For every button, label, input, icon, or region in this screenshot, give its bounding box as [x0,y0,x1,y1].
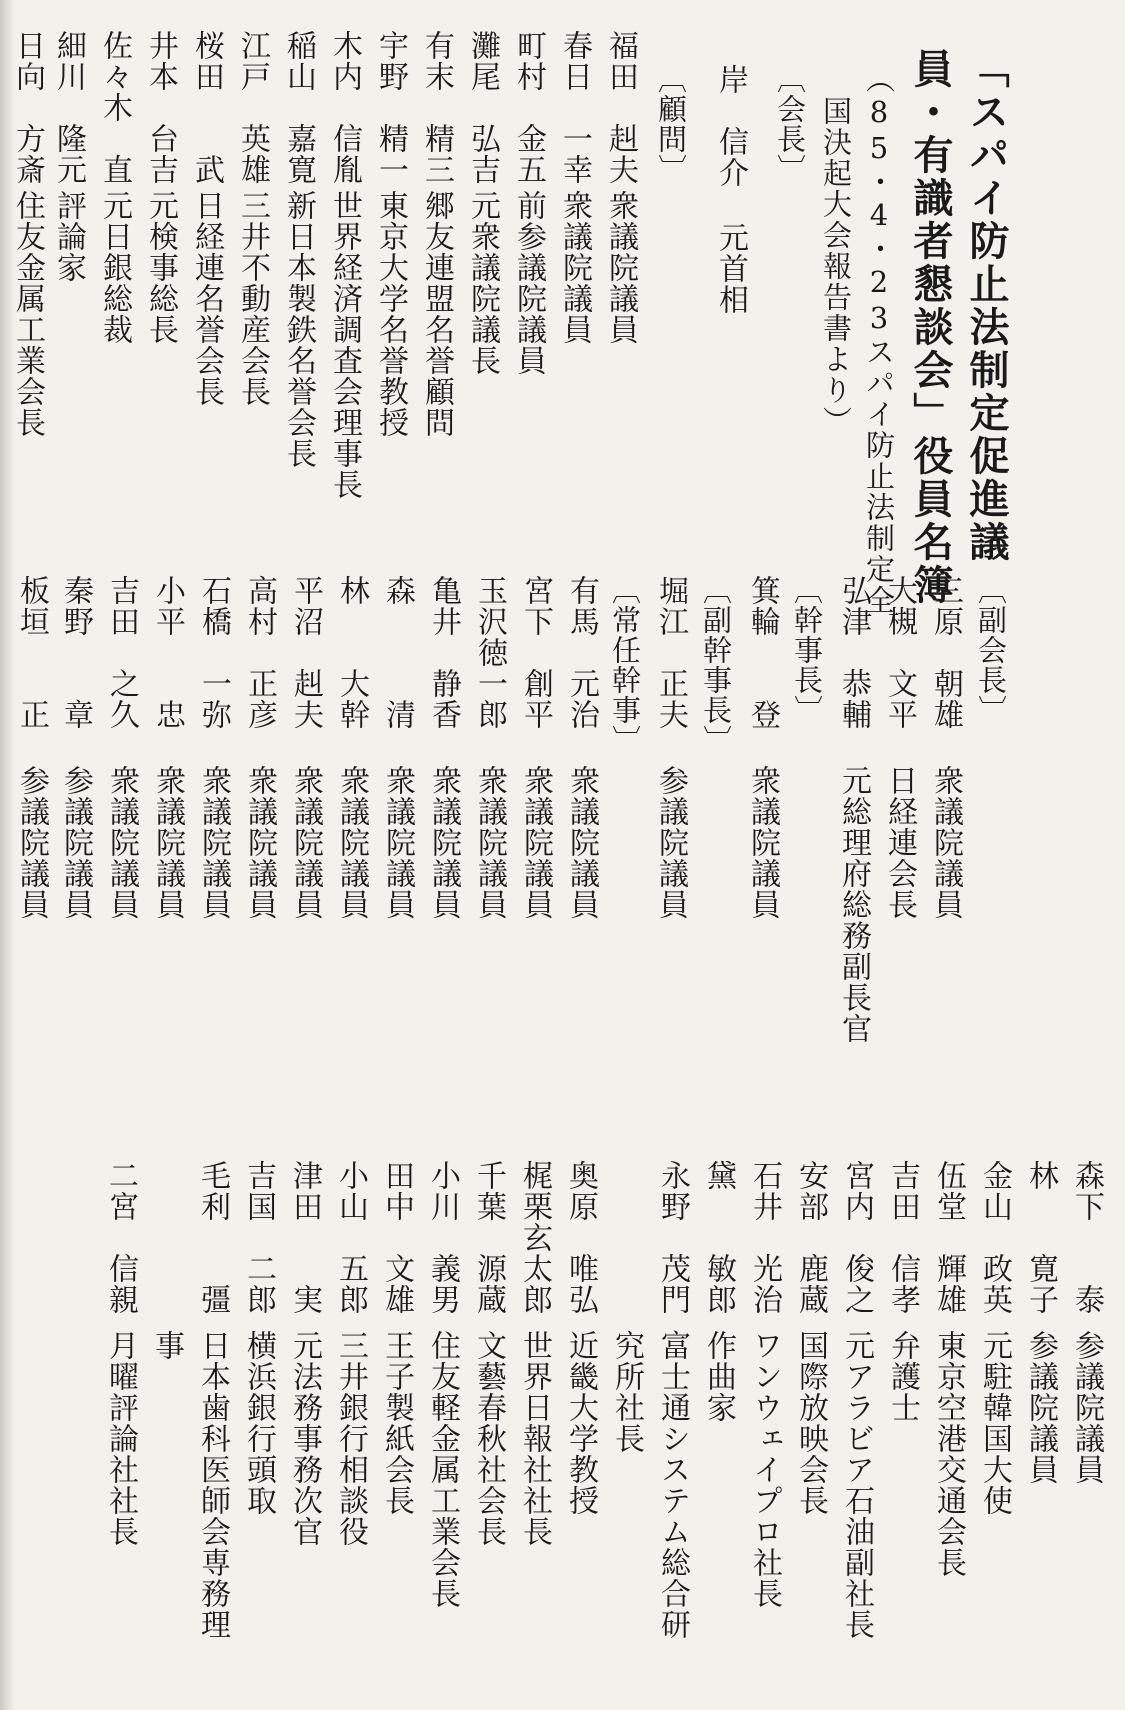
member-name: 吉国 二郎 [241,1160,276,1315]
member-role: 横浜銀行頭取 [241,1330,276,1516]
standing-name: 有馬 元治 [564,575,599,730]
member-name: 宮内 俊之 [839,1160,874,1315]
standing-role: 衆議院議員 [104,765,139,920]
title-line-1: 「スパイ防止法制定促進議 [963,48,1010,564]
member-name: 伍堂 輝雄 [931,1160,966,1315]
standing-name: 板垣 正 [14,575,49,730]
member-role: 参議院議員 [1023,1330,1058,1485]
standing-role: 衆議院議員 [196,765,231,920]
advisor-role: 元日銀総裁 [97,190,132,345]
member-name: 奥原 唯弘 [563,1160,598,1315]
secretary-role: 衆議院議員 [745,765,780,920]
advisor-role: 東京大学名誉教授 [373,190,408,438]
member-role: 元駐韓国大使 [977,1330,1012,1516]
advisor-name: 細川 隆元 [51,30,86,185]
advisor-role: 元衆議院議長 [465,190,500,376]
standing-name: 林 大幹 [334,575,369,730]
label-standing-directors: 〔常任幹事〕 [608,575,642,755]
label-vice-secretary: 〔副幹事長〕 [699,575,733,755]
standing-name: 高村 正彦 [242,575,277,730]
member-name: 吉田 信孝 [885,1160,920,1315]
advisor-name: 春日 一幸 [557,30,592,185]
member-name: 梶栗玄太郎 [517,1160,552,1315]
standing-role: 衆議院議員 [288,765,323,920]
advisor-name: 佐々木 直 [97,30,132,185]
advisor-role: 衆議院議員 [603,190,638,345]
vice-name: 三原 朝雄 [928,575,963,730]
member-role: 参議院議員 [1069,1330,1104,1485]
advisor-role: 郷友連盟名誉顧問 [419,190,454,438]
advisor-role: 新日本製鉄名誉会長 [281,190,316,469]
member-role: 日本歯科医師会専務理 [195,1330,230,1640]
member-role: 事 [149,1330,184,1361]
advisor-role: 日経連名誉会長 [189,190,224,407]
vice-role: 日経連会長 [882,765,917,920]
member-role: 世界日報社社長 [517,1330,552,1547]
standing-role: 衆議院議員 [472,765,507,920]
source-line-1: （85・4・23スパイ防止法制定全 [862,64,896,616]
standing-name: 宮下 創平 [518,575,553,730]
standing-name: 亀井 静香 [426,575,461,730]
member-name: 千葉 源蔵 [471,1160,506,1315]
label-secretary-general: 〔幹事長〕 [790,575,824,725]
secretary-name: 箕輪 登 [745,575,780,730]
advisor-name: 宇野 精一 [373,30,408,185]
standing-role: 参議院議員 [58,765,93,920]
member-role: ワンウェイプロ社長 [747,1330,782,1609]
standing-name: 小平 忠 [150,575,185,730]
member-role: 究所社長 [609,1330,644,1454]
standing-name: 吉田 之久 [104,575,139,730]
member-role: 三井銀行相談役 [333,1330,368,1547]
advisor-name: 福田 赳夫 [603,30,638,185]
advisor-name: 江戸 英雄 [235,30,270,185]
label-vice-chairman: 〔副会長〕 [974,575,1008,725]
source-line-2: 国決起大会報告書より） [819,96,853,437]
advisor-role: 世界経済調査会理事長 [327,190,362,500]
advisor-role: 衆議院議員 [557,190,592,345]
member-name: 安部 鹿蔵 [793,1160,828,1315]
member-role: 元法務事務次官 [287,1330,322,1547]
advisor-name: 稲山 嘉寛 [281,30,316,185]
standing-role: 参議院議員 [14,765,49,920]
advisor-role: 元検事総長 [143,190,178,345]
standing-name: 平沼 赳夫 [288,575,323,730]
label-chairman: 〔会長〕 [773,64,807,184]
vice-role: 衆議院議員 [928,765,963,920]
member-name: 黛 敏郎 [701,1160,736,1315]
member-name: 小山 五郎 [333,1160,368,1315]
member-role: 東京空港交通会長 [931,1330,966,1578]
title-line-2: 員・有識者懇談会」役員名簿 [907,48,954,607]
member-role: 近畿大学教授 [563,1330,598,1516]
advisor-name: 木内 信胤 [327,30,362,185]
standing-role: 衆議院議員 [564,765,599,920]
member-name: 毛利 彊 [195,1160,230,1315]
advisor-name: 井本 台吉 [143,30,178,185]
member-role: 月曜評論社社長 [103,1330,138,1547]
standing-role: 衆議院議員 [426,765,461,920]
advisor-role: 評論家 [51,190,86,283]
member-name: 永野 茂門 [655,1160,690,1315]
member-role: 王子製紙会長 [379,1330,414,1516]
standing-name: 秦野 章 [58,575,93,730]
advisor-name: 灘尾 弘吉 [465,30,500,185]
member-name: 二宮 信親 [103,1160,138,1315]
member-role: 元アラビア石油副社長 [839,1330,874,1640]
member-role: 富士通システム総合研 [655,1330,690,1640]
standing-role: 衆議院議員 [150,765,185,920]
advisor-name: 町村 金五 [511,30,546,185]
member-name: 小川 義男 [425,1160,460,1315]
vice-secretary-role: 参議院議員 [653,765,688,920]
chairman-role: 元首相 [713,222,748,315]
advisor-role: 三井不動産会長 [235,190,270,407]
member-role: 作曲家 [701,1330,736,1423]
advisor-role: 前参議院議員 [511,190,546,376]
standing-name: 玉沢徳一郎 [472,575,507,730]
member-name: 津田 実 [287,1160,322,1315]
label-advisors: 〔顧問〕 [654,64,688,184]
member-role: 国際放映会長 [793,1330,828,1516]
vice-name: 弘津 恭輔 [836,575,871,730]
advisor-name: 日向 方斎 [10,30,45,185]
member-name: 森下 泰 [1069,1160,1104,1315]
standing-role: 衆議院議員 [518,765,553,920]
standing-role: 衆議院議員 [242,765,277,920]
member-role: 弁護士 [885,1330,920,1423]
member-name: 石井 光治 [747,1160,782,1315]
advisor-name: 有末 精三 [419,30,454,185]
member-role: 文藝春秋社会長 [471,1330,506,1547]
vice-role: 元総理府総務副長官 [836,765,871,1044]
member-role: 住友軽金属工業会長 [425,1330,460,1609]
standing-name: 森 清 [380,575,415,730]
member-name: 金山 政英 [977,1160,1012,1315]
advisor-name: 桜田 武 [189,30,224,185]
advisor-role: 住友金属工業会長 [10,190,45,438]
vice-name: 大槻 文平 [882,575,917,730]
standing-role: 衆議院議員 [334,765,369,920]
member-name: 田中 文雄 [379,1160,414,1315]
chairman-name: 岸 信介 [713,64,748,188]
vice-secretary-name: 堀江 正夫 [653,575,688,730]
standing-name: 石橋 一弥 [196,575,231,730]
standing-role: 衆議院議員 [380,765,415,920]
member-name: 林 寛子 [1023,1160,1058,1315]
